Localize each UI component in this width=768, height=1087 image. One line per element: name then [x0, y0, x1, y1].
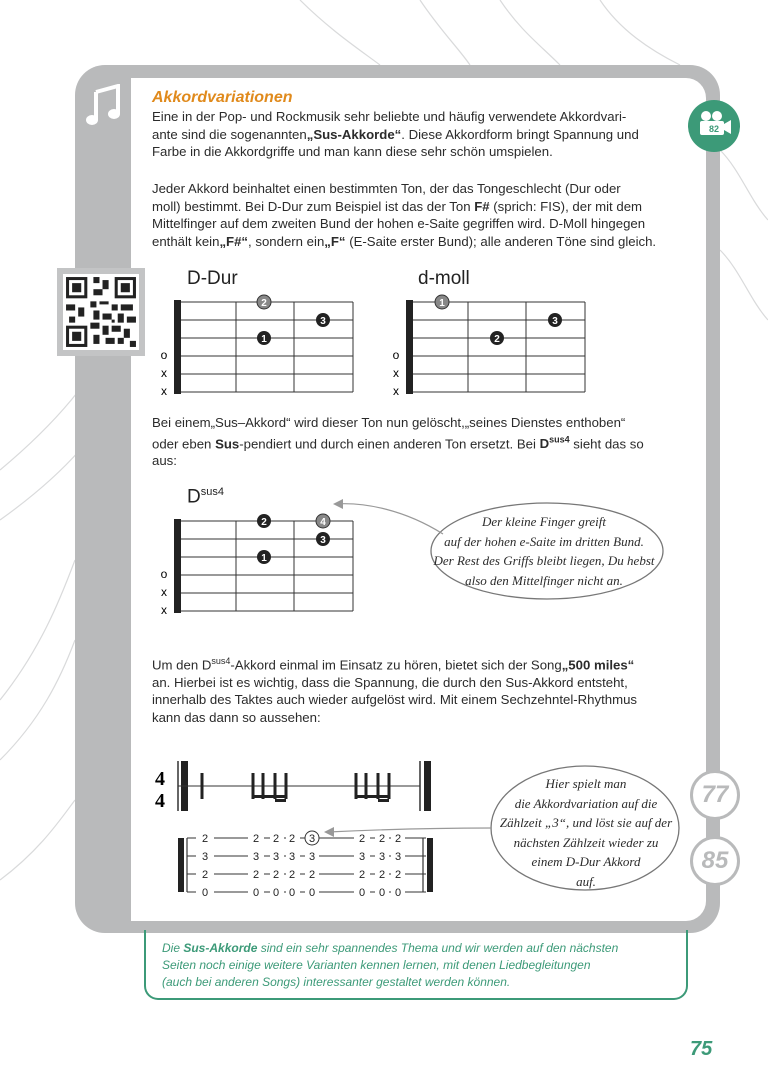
svg-text:2: 2 — [378, 833, 386, 845]
chord-title-d-moll: d-moll — [418, 268, 470, 289]
tone-paragraph — [152, 180, 656, 250]
sus-akkorde-term: „Sus-Akkorde“ — [306, 126, 402, 142]
svg-text:3: 3 — [320, 535, 326, 546]
f-term: „F“ — [324, 233, 346, 249]
finger-dot — [257, 514, 271, 528]
svg-text:2: 2 — [272, 869, 280, 881]
song-title: „500 miles“ — [561, 657, 635, 673]
intro-paragraph — [152, 108, 639, 161]
text-line: (E-Saite erster Bund); alle anderen Töne sind gleich. — [345, 233, 657, 249]
text-line: oder eben — [152, 435, 216, 451]
chord-diagram-d-dur — [158, 292, 358, 402]
svg-text:3: 3 — [552, 316, 558, 327]
svg-text:2: 2 — [252, 833, 260, 845]
text-line: Mittelfinger auf dem zweiten Bund der hohen e-Saite gegriffen wird. D-Moll hingegen — [152, 216, 646, 231]
svg-text:0: 0 — [288, 887, 296, 898]
fis-term: F# — [474, 198, 490, 214]
finger-dot — [548, 313, 562, 327]
svg-text:3: 3 — [320, 316, 326, 327]
sus-paragraph — [152, 414, 644, 470]
svg-text:3: 3 — [308, 851, 316, 863]
sus-term: Sus — [215, 435, 240, 451]
svg-text:3: 3 — [288, 851, 296, 863]
text-line: , sondern ein — [248, 233, 325, 249]
summary-box — [144, 930, 688, 1000]
time-signature-top: 4 — [155, 768, 165, 790]
muted-string-mark: x — [161, 384, 167, 398]
svg-text:2: 2 — [272, 833, 280, 845]
svg-text:2: 2 — [288, 833, 296, 845]
svg-text:2: 2 — [201, 833, 209, 845]
svg-text:2: 2 — [494, 334, 500, 345]
text-line: aus: — [152, 453, 177, 469]
text-line: -Akkord einmal im Einsatz zu hören, bietet sich der Song — [230, 657, 562, 673]
muted-string-mark: x — [161, 366, 167, 380]
page-number: 75 — [690, 1038, 713, 1060]
muted-string-mark: x — [393, 366, 399, 380]
svg-text:0: 0 — [201, 887, 209, 898]
audio-track-badge[interactable]: 85 — [690, 836, 740, 886]
svg-text:3: 3 — [394, 851, 402, 863]
svg-text:1: 1 — [439, 298, 445, 309]
chord-title-d-dur: D-Dur — [187, 268, 238, 289]
text-line: . Diese Akkordform bringt Spannung und — [401, 126, 639, 142]
open-string-mark: o — [392, 348, 400, 362]
audio-track-badge[interactable]: 77 — [690, 770, 740, 820]
finger-dot — [257, 295, 271, 309]
qr-code-frame — [57, 268, 145, 356]
text-line: kann das dann so aussehen: — [152, 709, 321, 725]
open-string-mark: o — [160, 348, 168, 362]
svg-text:3: 3 — [201, 851, 209, 863]
svg-text:3: 3 — [358, 851, 366, 863]
video-number: 82 — [708, 124, 719, 134]
text-line: Farbe in die Akkordgriffe und man kann diese sehr schön umspielen. — [152, 144, 553, 159]
text-line: (sprich: FIS), der mit dem — [489, 198, 643, 214]
summary-text: Die Sus-Akkorde sind ein sehr spannendes Thema und wir werden auf den nächsten Seiten noch einige weitere Varianten kennen lernen, mit denen Liedbegleitungen (auch bei anderen Songs) interessanter gestaltet werden können. — [162, 941, 619, 989]
svg-text:3: 3 — [378, 851, 386, 863]
svg-text:0: 0 — [358, 887, 366, 898]
open-string-mark: o — [160, 567, 168, 581]
svg-text:3: 3 — [272, 851, 280, 863]
qr-code-icon[interactable] — [63, 274, 139, 350]
bubble-text: Der kleine Finger greift auf der hohen e-Saite im dritten Bund. Der Rest des Griffs bleibt liegen, Du hebst also den Mittelfinger nicht an. — [433, 514, 655, 588]
svg-text:2: 2 — [201, 869, 209, 881]
text-line: ante sind die sogenannten — [152, 126, 307, 142]
dsus4-term: $D^{sus4}$ — [539, 434, 570, 451]
bubble-text: Hier spielt man die Akkordvariation auf die Zählzeit „3“, und löst sie auf der nächsten Zählzeit wieder zu einem D-Dur Akkord auf. — [499, 776, 673, 889]
svg-text:2: 2 — [308, 869, 316, 881]
svg-text:2: 2 — [378, 869, 386, 881]
finger-dot — [316, 313, 330, 327]
svg-text:2: 2 — [261, 298, 267, 309]
finger-dot — [435, 295, 449, 309]
text-line: an. Hierbei ist es wichtig, dass die Spannung, die durch den Sus-Akkord entsteht, — [152, 674, 628, 690]
muted-string-mark: x — [161, 585, 167, 599]
muted-string-mark: x — [393, 384, 399, 398]
muted-string-mark: x — [161, 603, 167, 617]
svg-text:2: 2 — [358, 833, 366, 845]
svg-text:4: 4 — [320, 517, 326, 528]
video-badge[interactable] — [688, 100, 740, 152]
text-line: Jeder Akkord beinhaltet einen bestimmten Ton, der das Tongeschlecht (Dur oder — [152, 181, 621, 196]
chord-diagram-d-moll — [390, 292, 590, 402]
svg-text:3: 3 — [308, 833, 316, 845]
svg-text:2: 2 — [394, 833, 402, 845]
chord-title-dsus4: $D^{sus4}$ — [187, 486, 224, 508]
text-line: sieht das so — [569, 435, 644, 451]
svg-text:2: 2 — [261, 517, 267, 528]
svg-text:2: 2 — [394, 869, 402, 881]
svg-text:0: 0 — [252, 887, 260, 898]
music-note-icon — [86, 84, 122, 126]
svg-text:2: 2 — [288, 869, 296, 881]
text-line: Um den D — [152, 657, 212, 673]
finger-dot — [257, 331, 271, 345]
finger-dot — [257, 550, 271, 564]
svg-text:3: 3 — [252, 851, 260, 863]
text-line: innerhalb des Taktes auch wieder aufgelöst wird. Mit einem Sechzehntel-Rhythmus — [152, 692, 638, 708]
svg-text:0: 0 — [308, 887, 316, 898]
svg-text:2: 2 — [252, 869, 260, 881]
text-line: moll) bestimmt. Bei D-Dur zum Beispiel ist das der Ton — [152, 198, 475, 214]
text-line: Bei einem„Sus–Akkord“ wird dieser Ton nun gelöscht,„seines Dienstes enthoben“ — [152, 415, 626, 430]
finger-dot — [490, 331, 504, 345]
svg-text:1: 1 — [261, 553, 267, 564]
svg-text:2: 2 — [358, 869, 366, 881]
svg-text:0: 0 — [394, 887, 402, 898]
svg-text:1: 1 — [261, 334, 267, 345]
fis-term: „F#“ — [219, 233, 249, 249]
section-title: Akkordvariationen — [152, 89, 293, 106]
text-line: Eine in der Pop- und Rockmusik sehr beliebte und häufig verwendete Akkordvari- — [152, 109, 627, 124]
svg-text:0: 0 — [378, 887, 386, 898]
text-line: enthält kein — [152, 233, 220, 249]
text-line: -pendiert und durch einen anderen Ton ersetzt. Bei — [239, 435, 540, 451]
song-paragraph: Um den $D^{sus4}$-Akkord einmal im Einsatz zu hören, bietet sich der Song„500 miles“ an. Hierbei ist es wichtig, dass die Spannung, die durch den Sus-Akkord entsteht, innerhalb des Taktes auch wieder aufgelöst wird. Mit einem Sechzehntel-Rhythmus kann das dann so aussehen: — [152, 656, 638, 725]
svg-text:0: 0 — [272, 887, 280, 898]
time-signature-bottom: 4 — [155, 790, 165, 812]
